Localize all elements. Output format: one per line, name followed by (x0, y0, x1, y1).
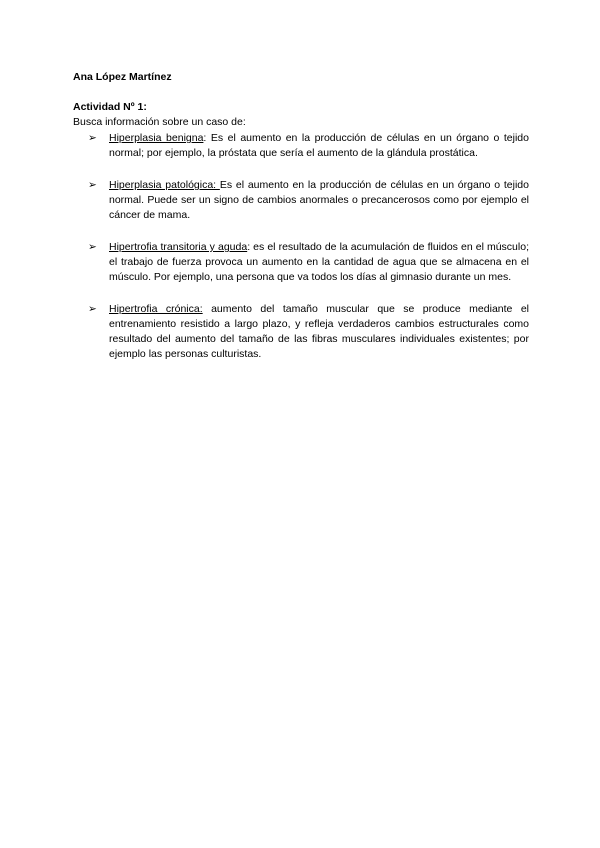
item-text: aumento del tamaño muscular que se produce mediante el entrenamiento resistido a largo plazo, y refleja verdaderos cambios estructurales como resultado del aumento del tamaño de las fibras musculares individuales existentes; por ejemplo las personas culturistas. (109, 303, 529, 360)
list-item (88, 178, 529, 223)
list-item (88, 240, 529, 285)
arrow-bullet-icon: ➢ (88, 179, 97, 191)
item-separator: : (247, 241, 251, 253)
item-text: Es el aumento en la producción de células en un órgano o tejido normal; por ejemplo, la próstata que sería el aumento de la glándula prostática. (109, 132, 529, 159)
arrow-bullet-icon: ➢ (88, 241, 97, 253)
arrow-bullet-icon: ➢ (88, 303, 97, 315)
activity-title: Actividad Nº 1: (73, 101, 147, 113)
item-text: es el resultado de la acumulación de fluidos en el músculo; el trabajo de fuerza provoca un aumento en la cantidad de agua que se almacena en el músculo. Por ejemplo, una persona que va todos los días al gimnasio durante un mes. (109, 241, 529, 283)
item-term: Hipertrofia crónica: (109, 303, 203, 315)
list-item (88, 302, 529, 362)
item-text: Es el aumento en la producción de células en un órgano o tejido normal. Puede ser un signo de cambios anormales o precancerosos como por ejemplo el cáncer de mama. (109, 179, 529, 221)
author-name: Ana López Martínez (73, 71, 172, 83)
list-item (88, 131, 529, 161)
activity-instruction: Busca información sobre un caso de: (73, 116, 246, 128)
item-term: Hipertrofia transitoria y aguda (109, 241, 248, 253)
definitions-list (88, 131, 529, 379)
item-separator: : (203, 132, 207, 144)
item-term: Hiperplasia patológica: (109, 179, 220, 191)
item-term: Hiperplasia benigna (109, 132, 204, 144)
arrow-bullet-icon: ➢ (88, 132, 97, 144)
